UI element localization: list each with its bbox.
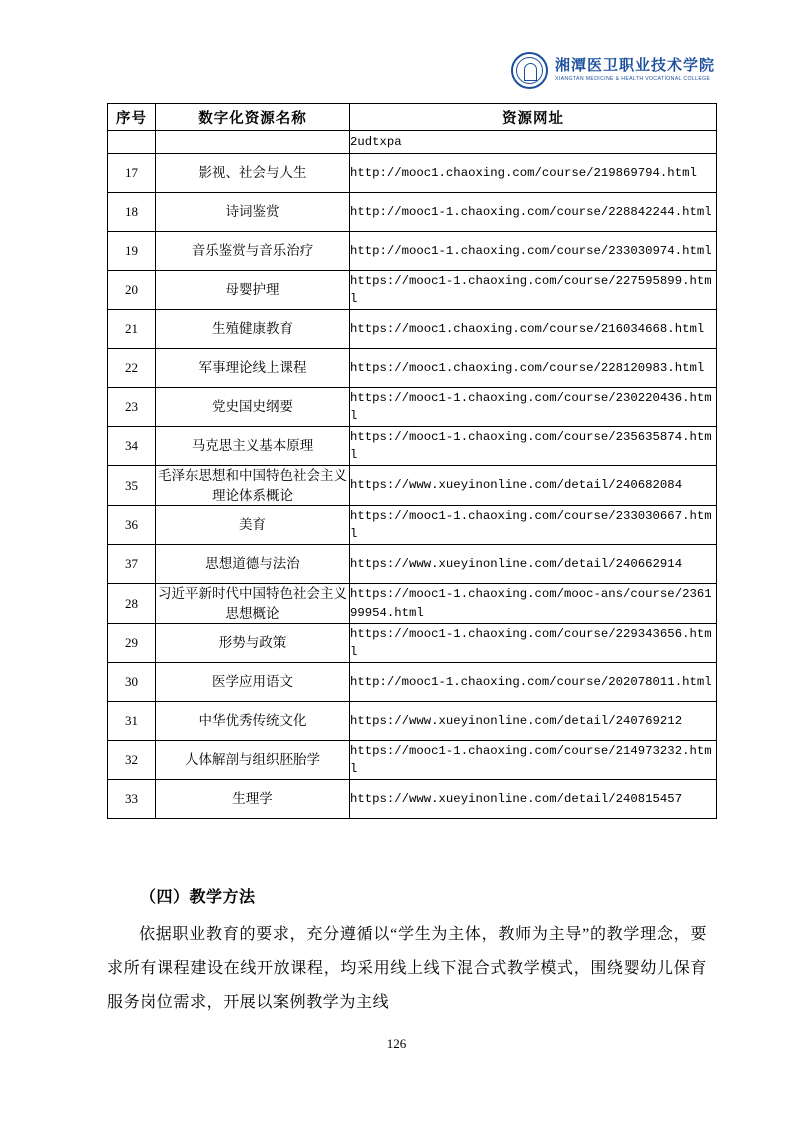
cell-no-empty [108, 131, 156, 154]
cell-resource-url[interactable]: https://www.xueyinonline.com/detail/240662914 [350, 545, 717, 584]
cell-resource-url[interactable]: https://www.xueyinonline.com/detail/240682084 [350, 466, 717, 506]
table-row [108, 388, 717, 427]
cell-resource-name: 思想道德与法治 [156, 545, 350, 584]
page-number: 126 [386, 1036, 407, 1051]
table-row [108, 232, 717, 271]
section-paragraph: 依据职业教育的要求，充分遵循以“学生为主体，教师为主导”的教学理念，要求所有课程建设在线开放课程，均采用线上线下混合式教学模式，围绕婴幼儿保育服务岗位需求，开展以案例教学为主线 [107, 926, 707, 1011]
column-header-name: 数字化资源名称 [156, 104, 350, 131]
cell-resource-name: 马克思主义基本原理 [156, 427, 350, 466]
column-header-no: 序号 [108, 104, 156, 131]
table-row [108, 506, 717, 545]
table-row-continued [108, 131, 717, 154]
cell-no: 35 [108, 466, 156, 506]
cell-resource-url[interactable]: https://mooc1-1.chaoxing.com/mooc-ans/course/236199954.html [350, 584, 717, 624]
digital-resources-table [107, 103, 717, 819]
cell-resource-name: 人体解剖与组织胚胎学 [156, 741, 350, 780]
cell-resource-url[interactable]: https://www.xueyinonline.com/detail/240815457 [350, 780, 717, 819]
column-header-url: 资源网址 [350, 104, 717, 131]
cell-no: 20 [108, 271, 156, 310]
table-row [108, 780, 717, 819]
table-header-row [108, 104, 717, 131]
cell-resource-url[interactable]: https://mooc1-1.chaoxing.com/course/233030667.html [350, 506, 717, 545]
table-row [108, 427, 717, 466]
school-seal-icon [511, 52, 548, 89]
cell-resource-name: 生殖健康教育 [156, 310, 350, 349]
cell-resource-name: 毛泽东思想和中国特色社会主义理论体系概论 [156, 466, 350, 506]
cell-resource-name: 美育 [156, 506, 350, 545]
cell-no: 37 [108, 545, 156, 584]
table-row [108, 624, 717, 663]
cell-resource-name: 医学应用语文 [156, 663, 350, 702]
cell-resource-url[interactable]: https://mooc1-1.chaoxing.com/course/230220436.html [350, 388, 717, 427]
table-row [108, 741, 717, 780]
cell-resource-url[interactable]: https://mooc1-1.chaoxing.com/course/214973232.html [350, 741, 717, 780]
cell-no: 33 [108, 780, 156, 819]
cell-no: 18 [108, 193, 156, 232]
cell-no: 28 [108, 584, 156, 624]
digital-resources-table-wrap [107, 103, 716, 819]
school-name-cn: 湘潭医卫职业技术学院 [554, 57, 715, 74]
school-logo-text [555, 59, 715, 82]
cell-resource-url[interactable]: https://mooc1.chaoxing.com/course/216034668.html [350, 310, 717, 349]
cell-resource-name: 母婴护理 [156, 271, 350, 310]
cell-resource-url[interactable]: https://www.xueyinonline.com/detail/240769212 [350, 702, 717, 741]
table-row [108, 702, 717, 741]
table-row [108, 545, 717, 584]
cell-resource-name: 军事理论线上课程 [156, 349, 350, 388]
table-row [108, 310, 717, 349]
cell-resource-name: 形势与政策 [156, 624, 350, 663]
cell-resource-url[interactable]: https://mooc1.chaoxing.com/course/228120983.html [350, 349, 717, 388]
cell-no: 31 [108, 702, 156, 741]
table-row [108, 466, 717, 506]
school-name-en: XIANGTAN MEDICINE & HEALTH VOCATIONAL COLLEGE [554, 75, 711, 82]
cell-no: 21 [108, 310, 156, 349]
table-row [108, 154, 717, 193]
cell-no: 23 [108, 388, 156, 427]
cell-resource-name: 党史国史纲要 [156, 388, 350, 427]
cell-resource-url[interactable]: http://mooc1.chaoxing.com/course/219869794.html [350, 154, 717, 193]
table-row [108, 584, 717, 624]
cell-resource-name: 生理学 [156, 780, 350, 819]
table-row [108, 663, 717, 702]
cell-resource-url[interactable]: https://mooc1-1.chaoxing.com/course/229343656.html [350, 624, 717, 663]
cell-no: 19 [108, 232, 156, 271]
cell-no: 32 [108, 741, 156, 780]
cell-name-empty [156, 131, 350, 154]
table-row [108, 193, 717, 232]
section-heading: （四）教学方法 [140, 889, 256, 906]
cell-no: 30 [108, 663, 156, 702]
cell-no: 17 [108, 154, 156, 193]
cell-resource-url[interactable]: http://mooc1-1.chaoxing.com/course/233030974.html [350, 232, 717, 271]
cell-resource-name: 诗词鉴赏 [156, 193, 350, 232]
table-row [108, 271, 717, 310]
cell-no: 22 [108, 349, 156, 388]
cell-resource-url[interactable]: http://mooc1-1.chaoxing.com/course/228842244.html [350, 193, 717, 232]
cell-no: 34 [108, 427, 156, 466]
cell-resource-name: 习近平新时代中国特色社会主义思想概论 [156, 584, 350, 624]
cell-resource-url[interactable]: http://mooc1-1.chaoxing.com/course/202078011.html [350, 663, 717, 702]
cell-resource-url[interactable]: https://mooc1-1.chaoxing.com/course/235635874.html [350, 427, 717, 466]
school-logo [511, 52, 715, 89]
table-row [108, 349, 717, 388]
cell-no: 36 [108, 506, 156, 545]
cell-resource-name: 音乐鉴赏与音乐治疗 [156, 232, 350, 271]
cell-resource-name: 影视、社会与人生 [156, 154, 350, 193]
cell-no: 29 [108, 624, 156, 663]
cell-resource-name: 中华优秀传统文化 [156, 702, 350, 741]
cell-resource-url[interactable]: https://mooc1-1.chaoxing.com/course/227595899.html [350, 271, 717, 310]
cell-url-continued: 2udtxpa [350, 131, 717, 154]
